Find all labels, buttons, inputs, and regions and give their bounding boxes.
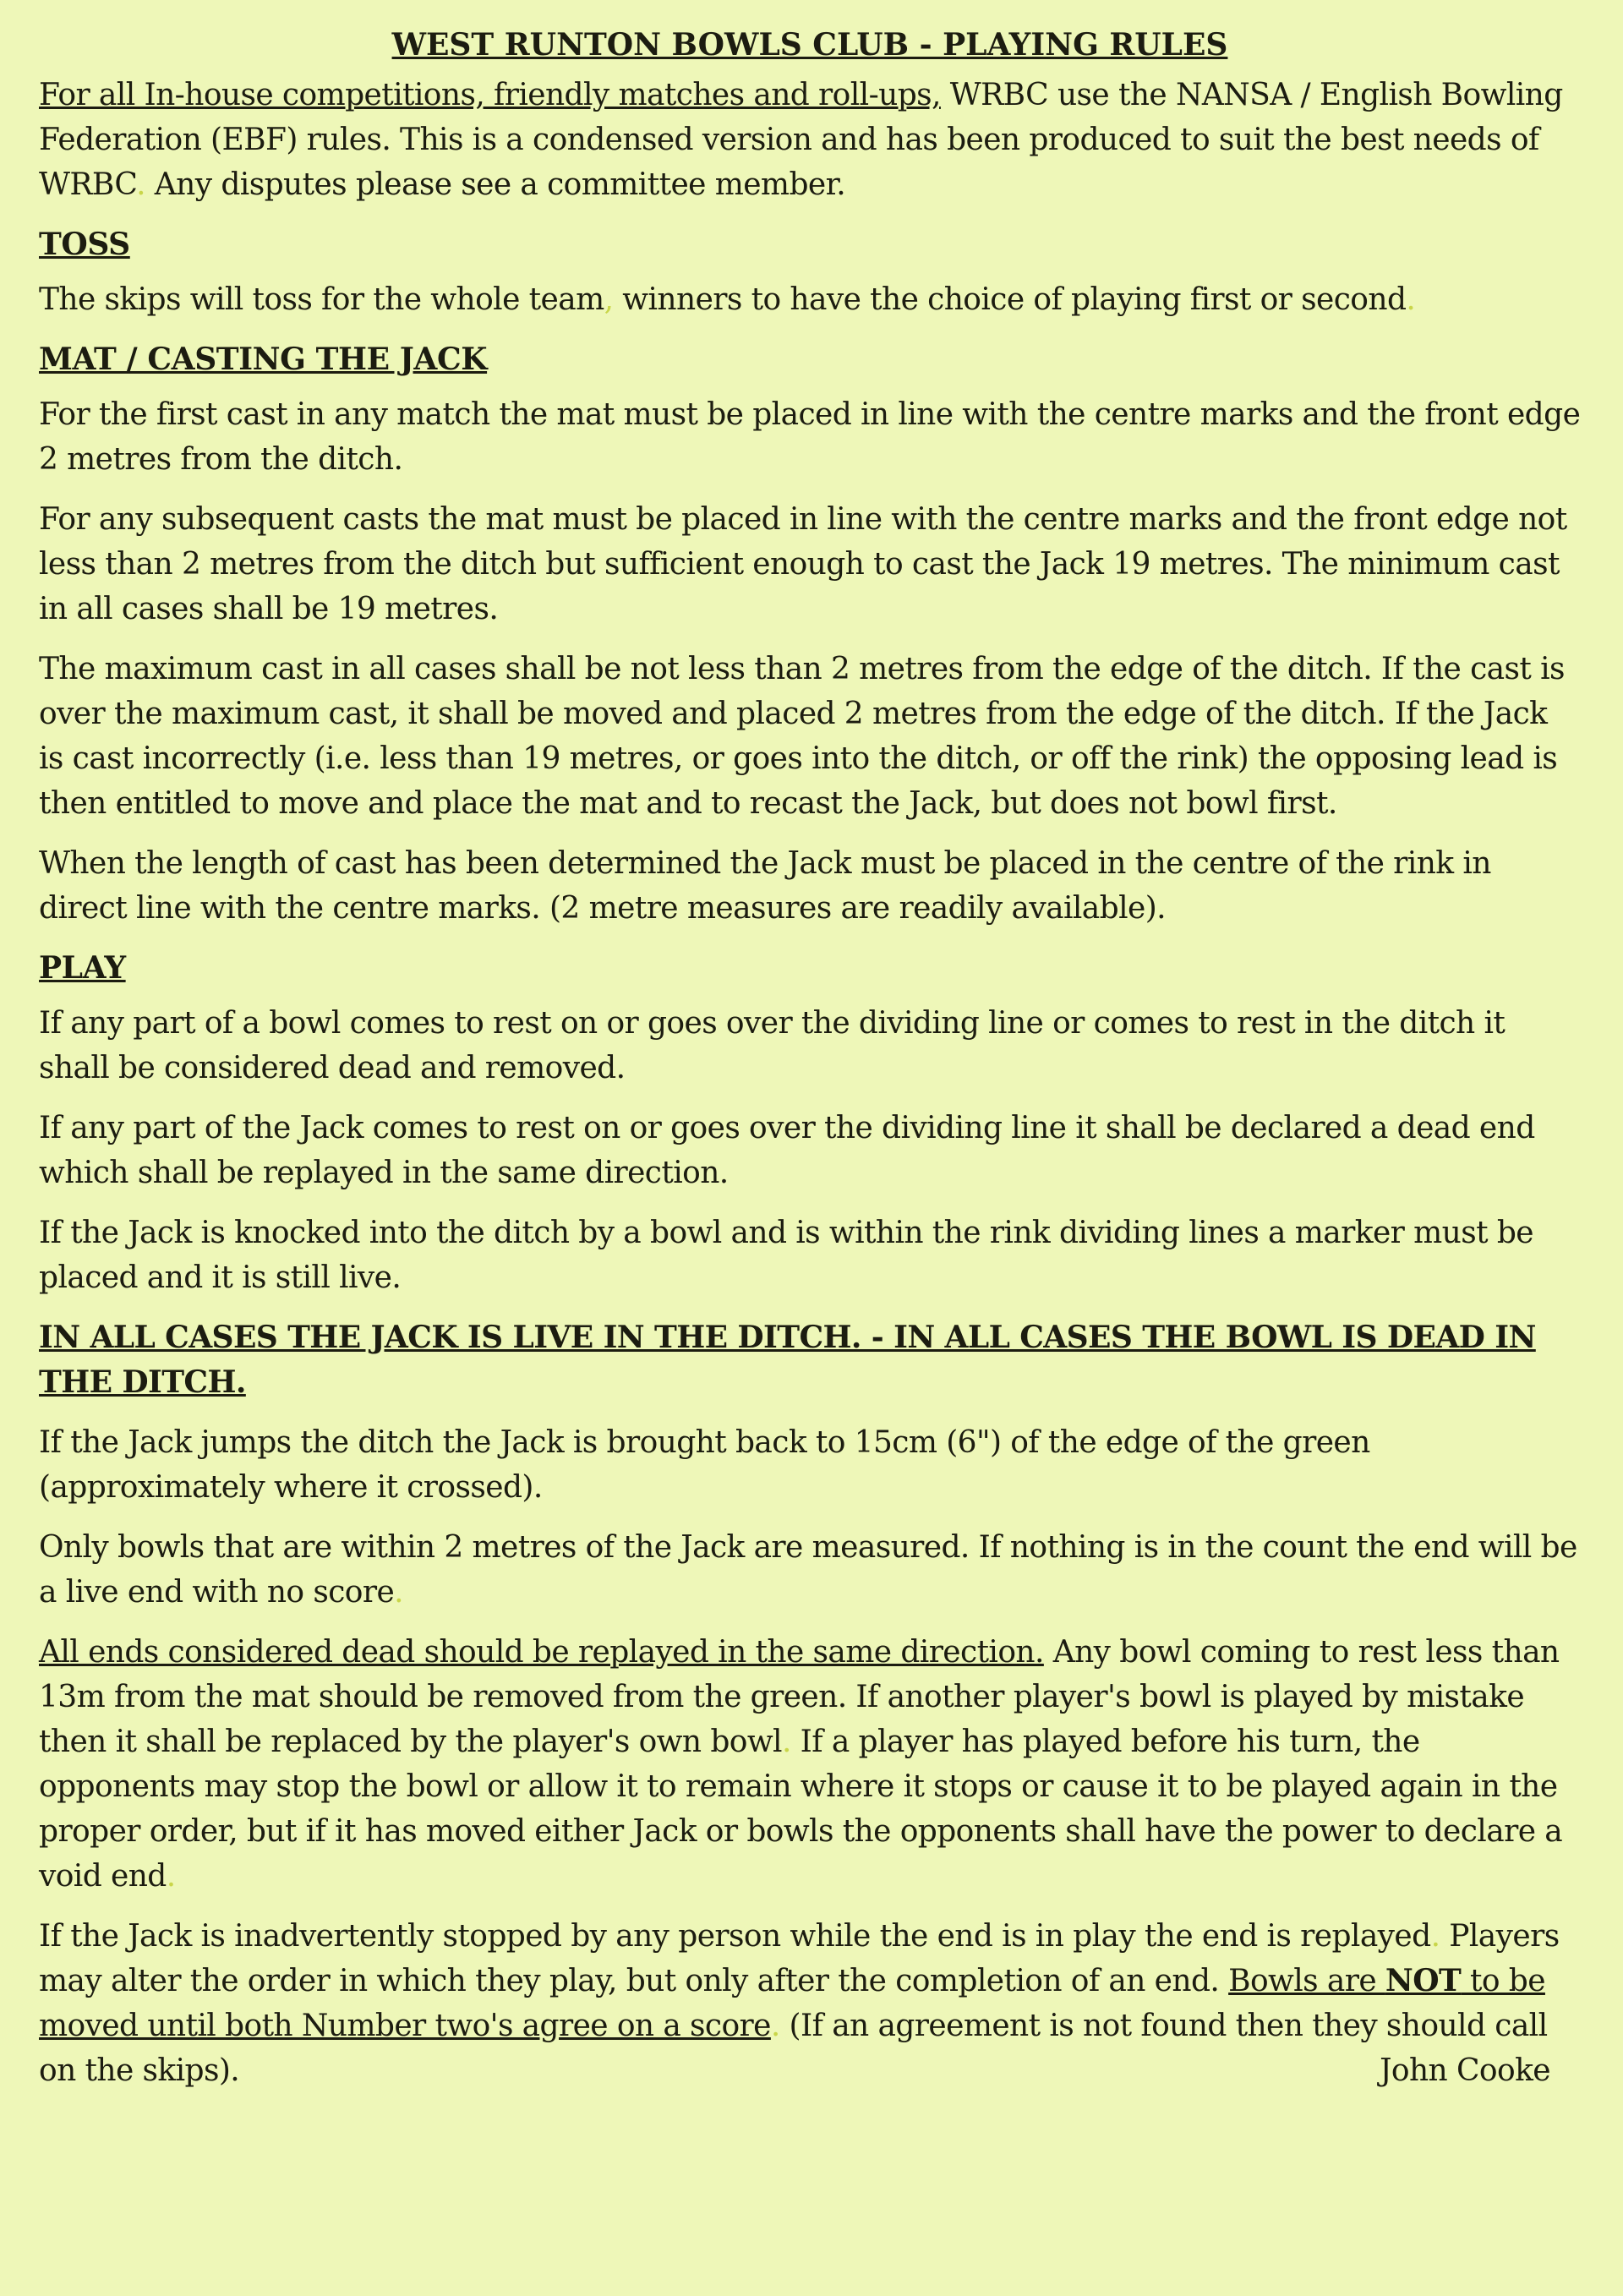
intro-text-2: Any disputes please see a committee member. [145,167,846,202]
play-paragraph-7-text-1: If the Jack is inadvertently stopped by any person while the end is in play the end is replayed [39,1919,1431,1954]
play-paragraph-7-text-3: (If an agreement is not found then they should call on the skips). [39,2009,1548,2088]
intro-paragraph: For all In-house competitions, friendly matches and roll-ups, WRBC use the NANSA / English Bowling Federation (EBF) rules. This is a condensed version and has been produced to suit the best needs of WRBC. Any disputes please see a committee member. [39,78,1563,202]
mat-paragraph-4: When the length of cast has been determined the Jack must be placed in the centre of the rink in direct line with the centre marks. (2 metre measures are readily available). [39,846,1491,926]
play-paragraph-3: If the Jack is knocked into the ditch by a bowl and is within the rink dividing lines a marker must be placed and it is still live. [39,1216,1533,1295]
play-paragraph-6-text-1: Any bowl coming to rest less than 13m from the mat should be removed from the green. If another player's bowl is played by mistake then it shall be replaced by the player's own bowl [39,1635,1560,1759]
mat-heading: MAT / CASTING THE JACK [39,342,488,377]
play-warning: IN ALL CASES THE JACK IS LIVE IN THE DITCH. - IN ALL CASES THE BOWL IS DEAD IN THE DITCH. [39,1320,1536,1400]
document-title: WEST RUNTON BOWLS CLUB - PLAYING RULES [391,27,1228,63]
play-paragraph-2: If any part of the Jack comes to rest on or goes over the dividing line it shall be declared a dead end which shall be replayed in the same direction. [39,1111,1535,1190]
play-paragraph-6: All ends considered dead should be replayed in the same direction. Any bowl coming to rest less than 13m from the mat should be removed from the green. If another player's bowl is played by mistake then it shall be replaced by the player's own bowl. If a player has played before his turn, the opponents may stop the bowl or allow it to remain where it stops or cause it to be played again in the proper order, but if it has moved either Jack or bowls the opponents shall have the power to declare a void end. [39,1635,1563,1894]
play-paragraph-5-text: Only bowls that are within 2 metres of the Jack are measured. If nothing is in the count the end will be a live end with no score [39,1530,1577,1610]
play-paragraph-7: If the Jack is inadvertently stopped by any person while the end is in play the end is replayed. Players may alter the order in which they play, but only after the completion of an end. Bowls are NOT to be moved until both Number two's agree on a score. (If an agreement is not found then they should call on the skips). John Cooke [39,1914,1581,2093]
toss-text-2: winners to have the choice of playing first or second [613,282,1407,317]
play-paragraph-4: If the Jack jumps the ditch the Jack is brought back to 15cm (6") of the edge of the green (approximately where it crossed). [39,1425,1370,1505]
toss-paragraph: The skips will toss for the whole team, winners to have the choice of playing first or second. [39,282,1416,317]
intro-underlined-text: For all In-house competitions, friendly matches and roll-ups, [39,78,941,112]
play-paragraph-7-underlined-b: to be moved until both Number two's agree on a score [39,1964,1545,2043]
play-paragraph-5: Only bowls that are within 2 metres of the Jack are measured. If nothing is in the count the end will be a live end with no score. [39,1530,1577,1610]
play-paragraph-6-underlined: All ends considered dead should be replayed in the same direction. [39,1635,1044,1670]
mat-paragraph-1: For the first cast in any match the mat must be placed in line with the centre marks and the front edge 2 metres from the ditch. [39,397,1581,477]
play-heading: PLAY [39,950,126,986]
toss-heading: TOSS [39,227,130,262]
play-paragraph-1: If any part of a bowl comes to rest on or goes over the dividing line or comes to rest in the ditch it shall be considered dead and removed. [39,1006,1506,1085]
signature: John Cooke [1380,2053,1550,2088]
mat-paragraph-2: For any subsequent casts the mat must be placed in line with the centre marks and the front edge not less than 2 metres from the ditch but sufficient enough to cast the Jack 19 metres. The minimum cast in all cases shall be 19 metres. [39,502,1567,626]
play-paragraph-6-text-2: If a player has played before his turn, the opponents may stop the bowl or allow it to remain where it stops or cause it to be played again in the proper order, but if it has moved either Jack or bowls the opponents shall have the power to declare a void end [39,1725,1563,1894]
play-paragraph-7-underlined-a: Bowls are [1228,1964,1385,1998]
mat-paragraph-3: The maximum cast in all cases shall be not less than 2 metres from the edge of the ditch. If the cast is over the maximum cast, it shall be moved and placed 2 metres from the edge of the ditch. If the Jack is cast incorrectly (i.e. less than 19 metres, or goes into the ditch, or off the rink) the opposing lead is then entitled to move and place the mat and to recast the Jack, but does not bowl first. [39,652,1565,821]
intro-text-1: WRBC use the NANSA / English Bowling Federation (EBF) rules. This is a condensed version and has been produced to suit the best needs of WRBC [39,78,1563,202]
play-paragraph-7-text-2: Players may alter the order in which they play, but only after the completion of an end. [39,1919,1560,1998]
play-paragraph-7-underlined-bold: NOT [1385,1963,1462,1998]
toss-text-1: The skips will toss for the whole team [39,282,604,317]
